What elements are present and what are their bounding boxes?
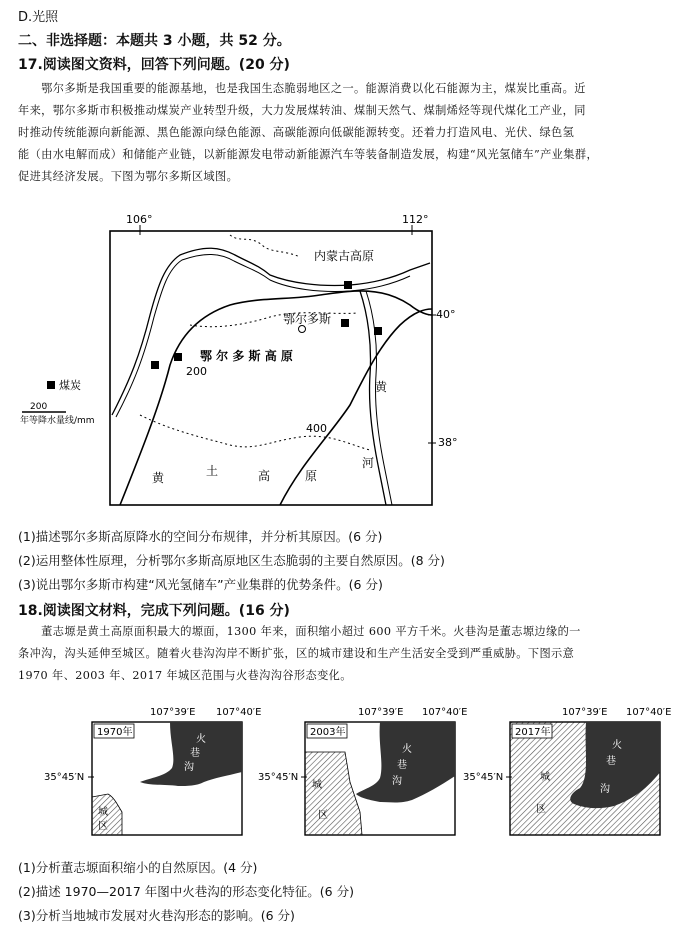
city-char: 城	[98, 807, 108, 818]
city-char: 区	[98, 821, 108, 832]
q18-question-3: (3)分析当地城市发展对火巷沟形态的影响。(6 分)	[18, 908, 295, 923]
legend-isohyet-text: 年等降水量线/mm	[20, 416, 95, 426]
city-char: 区	[318, 810, 328, 821]
coal-marker	[151, 361, 159, 369]
q17-para-line: 鄂尔多斯是我国重要的能源基地，也是我国生态脆弱地区之一。能源消费以化石能源为主，煤炭比重高。近	[18, 82, 586, 95]
label-he: 河	[362, 456, 375, 470]
q17-para-line: 促进其经济发展。下图为鄂尔多斯区域图。	[18, 170, 239, 183]
city-char: 区	[536, 804, 546, 815]
legend-coal-icon	[47, 381, 55, 389]
label-inner-mongolia-plateau: 内蒙古高原	[314, 249, 375, 263]
label-loess-1: 黄	[152, 471, 165, 485]
isohyet-200-label: 200	[186, 365, 207, 378]
map-year: 2017年	[515, 727, 551, 738]
city-char: 城	[540, 772, 550, 783]
gully-char: 火	[612, 740, 622, 751]
q17-question-1: (1)描述鄂尔多斯高原降水的空间分布规律，并分析其原因。(6 分)	[18, 529, 383, 544]
coal-marker	[374, 327, 382, 335]
label-loess-3: 高	[258, 469, 271, 483]
q17-question-2: (2)运用整体性原理，分析鄂尔多斯高原地区生态脆弱的主要自然原因。(8 分)	[18, 553, 445, 568]
city-marker	[299, 326, 306, 333]
map-1970	[44, 707, 261, 835]
ordos-map	[0, 205, 692, 515]
section-heading: 二、非选择题：本题共 3 小题，共 52 分。	[18, 33, 291, 49]
label-loess-2: 土	[206, 464, 219, 478]
boundary-north	[230, 235, 300, 257]
map-lon2: 107°40′E	[626, 707, 672, 718]
q18-para-line: 条冲沟，沟头延伸至城区。随着火巷沟沟岸不断扩张，区的城市建设和生产生活安全受到严重威胁。下图示意	[18, 647, 575, 660]
isohyet-400-label: 400	[306, 422, 327, 435]
gully-maps	[0, 702, 692, 847]
map-year: 1970年	[97, 727, 133, 738]
yellow-river-north-bank	[116, 254, 410, 417]
legend-coal-label: 煤炭	[59, 379, 81, 392]
coal-marker	[174, 353, 182, 361]
lon-112-label: 112°	[402, 213, 429, 226]
gully-char: 巷	[606, 756, 616, 767]
q17-question-3: (3)说出鄂尔多斯市构建“风光氢储车”产业集群的优势条件。(6 分)	[18, 577, 383, 592]
coal-marker	[344, 281, 352, 289]
option-d: D.光照	[18, 10, 59, 25]
map-lat: 35°45′N	[463, 772, 504, 783]
map-lon1: 107°39′E	[562, 707, 608, 718]
label-huang: 黄	[375, 380, 388, 394]
yellow-river-east	[360, 291, 386, 505]
map-lat: 35°45′N	[258, 772, 299, 783]
lat-40-label: 40°	[436, 308, 456, 321]
q18-question-2: (2)描述 1970—2017 年图中火巷沟的形态变化特征。(6 分)	[18, 884, 354, 899]
map-2017	[463, 707, 671, 835]
map-year: 2003年	[310, 727, 346, 738]
isohyet-400	[280, 309, 432, 505]
gully-char: 火	[402, 744, 412, 755]
region-boundary	[140, 313, 370, 450]
gully-char: 火	[196, 734, 206, 745]
q18-paragraph	[18, 621, 668, 687]
gully-char: 沟	[600, 784, 610, 795]
label-ordos-plateau: 鄂 尔 多 斯 高 原	[200, 349, 293, 363]
lon-106-label: 106°	[126, 213, 153, 226]
q18-para-line: 董志塬是黄土高原面积最大的塬面，1300 年来，面积缩小超过 600 平方千米。火巷沟是董志塬边缘的一	[18, 625, 581, 638]
q17-title: 17.阅读图文资料，回答下列问题。(20 分)	[18, 57, 290, 73]
label-loess-4: 原	[305, 469, 318, 483]
map-lat: 35°45′N	[44, 772, 85, 783]
coal-marker	[341, 319, 349, 327]
gully-char: 沟	[392, 776, 402, 787]
q17-para-line: 时推动传统能源向新能源、黑色能源向绿色能源、高碳能源向低碳能源转变。还着力打造风电、光伏、绿色氢	[18, 126, 575, 139]
city-char: 城	[312, 780, 322, 791]
map-2003	[258, 707, 467, 835]
map-lon2: 107°40′E	[422, 707, 468, 718]
gully-char: 巷	[397, 760, 407, 771]
label-ordos-city: 鄂尔多斯	[283, 312, 332, 326]
legend-isohyet-value: 200	[30, 402, 48, 412]
q17-para-line: 年来，鄂尔多斯市积极推动煤炭产业转型升级，大力发展煤转油、煤制天然气、煤制烯烃等现代煤化工产业，同	[18, 104, 586, 117]
q17-paragraph	[18, 78, 668, 188]
lat-38-label: 38°	[438, 436, 458, 449]
gully-char: 沟	[184, 762, 194, 773]
map-lon1: 107°39′E	[358, 707, 404, 718]
q18-question-1: (1)分析董志塬面积缩小的自然原因。(4 分)	[18, 860, 258, 875]
q18-para-line: 1970 年、2003 年、2017 年城区范围与火巷沟沟谷形态变化。	[18, 669, 352, 682]
map-lon1: 107°39′E	[150, 707, 196, 718]
q17-para-line: 能（由水电解而成）和储能产业链，以新能源发电带动新能源汽车等装备制造发展，构建“风光氢储车”产业集群，	[18, 148, 599, 161]
q18-title: 18.阅读图文材料，完成下列问题。(16 分)	[18, 603, 290, 619]
gully-char: 巷	[190, 748, 200, 759]
map-lon2: 107°40′E	[216, 707, 262, 718]
